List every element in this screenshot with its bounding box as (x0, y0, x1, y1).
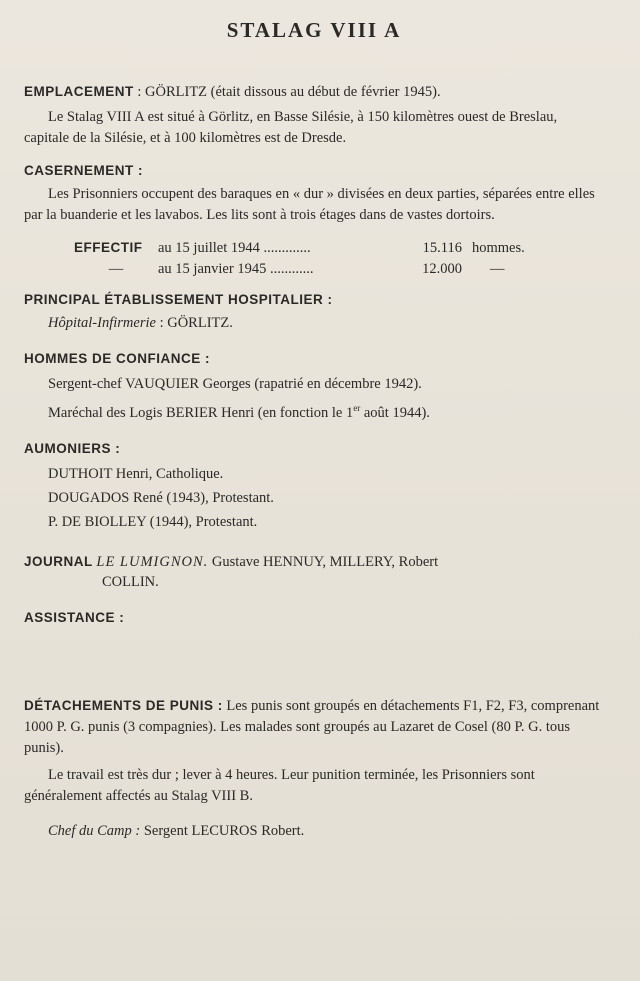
section-aumoniers (24, 441, 604, 534)
emplacement-text: Le Stalag VIII A est situé à Görlitz, en Basse Silésie, à 150 kilomètres ouest de Breslau, capitale de la Silésie, et à 100 kilomètres est de Dresde. (24, 109, 558, 146)
section-assistance (24, 610, 604, 625)
confiance-line-2 (48, 396, 604, 425)
confiance-label: HOMMES DE CONFIANCE : (24, 351, 210, 366)
journal-label: JOURNAL (24, 553, 93, 569)
effectif-value: 12.000 (422, 261, 462, 277)
section-journal (24, 550, 604, 594)
confiance-sup: er (353, 403, 361, 413)
aumonier-item: DOUGADOS René (1943), Protestant. (48, 489, 274, 506)
effectif-prefix: — (108, 261, 124, 277)
effectif-date: au 15 janvier 1945 ............ (158, 261, 314, 277)
journal-name: LE LUMIGNON. (96, 553, 209, 570)
effectif-table (74, 238, 525, 280)
journal-line2: COLLIN. (102, 573, 159, 590)
aumonier-item: P. DE BIOLLEY (1944), Protestant. (48, 513, 258, 530)
confiance-line-text: Maréchal des Logis BERIER Henri (en fonction le 1 (48, 404, 354, 421)
chef-du-camp (48, 819, 604, 843)
hospitalier-value: : GÖRLITZ. (159, 315, 233, 331)
assistance-label: ASSISTANCE : (24, 609, 125, 625)
hospitalier-name: Hôpital-Infirmerie (48, 315, 156, 331)
section-casernement (24, 163, 604, 226)
section-hospitalier (24, 292, 604, 335)
aumoniers-label: AUMONIERS : (24, 440, 121, 456)
section-confiance (24, 351, 604, 425)
page-title: STALAG VIII A (226, 18, 402, 42)
emplacement-value: : GÖRLITZ (était dissous au début de février 1945). (137, 84, 441, 100)
confiance-line: Sergent-chef VAUQUIER Georges (rapatrié en décembre 1942). (48, 376, 422, 392)
section-detachements (24, 695, 604, 807)
effectif-unit: — (490, 261, 505, 277)
detachements-text: Les punis sont groupés en détachements F1, F2, F3, comprenant 1000 P. G. punis (3 compagnies). Les malades sont groupés au Lazaret de Cosel (80 P. G. tous punis). (24, 697, 600, 756)
effectif-unit: hommes. (472, 240, 525, 256)
hospitalier-label: PRINCIPAL ÉTABLISSEMENT HOSPITALIER : (24, 292, 333, 307)
effectif-label: EFFECTIF (74, 240, 143, 255)
chef-label: Chef du Camp : (48, 822, 141, 839)
effectif-date: au 15 juillet 1944 ............. (158, 240, 311, 256)
chef-value: Sergent LECUROS Robert. (143, 822, 305, 839)
confiance-tail: août 1944). (360, 404, 430, 421)
effectif-row (74, 238, 525, 259)
effectif-row (74, 259, 525, 280)
casernement-label: CASERNEMENT : (24, 163, 144, 178)
aumonier-item: DUTHOIT Henri, Catholique. (48, 465, 224, 482)
detachements-text2: Le travail est très dur ; lever à 4 heures. Leur punition terminée, les Prisonniers sont généralement affectés au Stalag VIII B. (24, 766, 535, 804)
emplacement-label: EMPLACEMENT (24, 84, 134, 99)
section-emplacement (24, 81, 604, 149)
casernement-text: Les Prisonniers occupent des baraques en « dur » divisées en deux parties, séparées entre elles par la buanderie et les lavabos. Les lits sont à trois étages dans de vastes dortoirs. (24, 186, 595, 223)
detachements-label: DÉTACHEMENTS DE PUNIS : (24, 697, 223, 713)
effectif-value: 15.116 (422, 240, 462, 256)
journal-line1: Gustave HENNUY, MILLERY, Robert (211, 553, 439, 570)
